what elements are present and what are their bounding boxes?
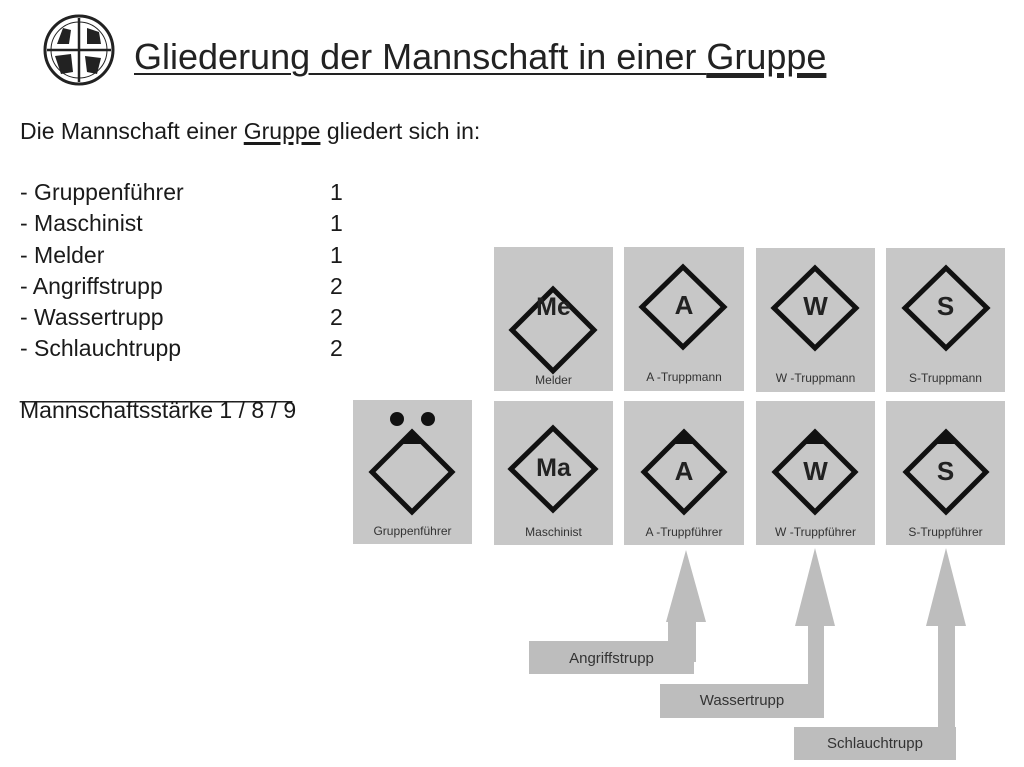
label-schlauchtrupp: Schlauchtrupp bbox=[794, 727, 956, 760]
card-label: S-Truppmann bbox=[909, 371, 982, 385]
label-wassertrupp: Wassertrupp bbox=[660, 684, 824, 718]
symbol-letter: S bbox=[936, 291, 955, 321]
symbol-letter: W bbox=[803, 291, 828, 321]
symbol-letter: Me bbox=[536, 293, 571, 321]
intro-text: Die Mannschaft einer Gruppe gliedert sich in: bbox=[20, 118, 481, 144]
symbol-letter: Ma bbox=[536, 454, 571, 482]
card-label: Maschinist bbox=[525, 525, 582, 539]
symbol-letter: A bbox=[674, 456, 694, 486]
list-item: - Wassertrupp 2 bbox=[20, 304, 343, 331]
label-angriffstrupp: Angriffstrupp bbox=[529, 641, 694, 674]
symbol-letter: A bbox=[674, 290, 694, 320]
card-label: S-Truppführer bbox=[908, 525, 983, 539]
separator-line: _______________________ bbox=[20, 377, 292, 403]
symbol-letter: W bbox=[803, 456, 828, 486]
card-label: A -Truppmann bbox=[646, 370, 722, 384]
card-label: W -Truppmann bbox=[775, 371, 856, 385]
list-item: - Melder 1 bbox=[20, 241, 343, 268]
list-item: - Schlauchtrupp 2 bbox=[20, 335, 343, 362]
card-label: Gruppenführer bbox=[373, 524, 452, 538]
arrow-schlauchtrupp bbox=[926, 548, 966, 748]
arrow-wassertrupp bbox=[795, 548, 835, 702]
list-item: - Maschinist 1 bbox=[20, 210, 343, 237]
list-item: - Angriffstrupp 2 bbox=[20, 272, 343, 299]
list-item: - Gruppenführer 1 bbox=[20, 179, 343, 205]
card-label: A -Truppführer bbox=[645, 525, 723, 539]
crew-strength: Mannschaftsstärke 1 / 8 / 9 bbox=[20, 397, 297, 423]
card-label: Melder bbox=[535, 373, 572, 387]
symbol-letter: S bbox=[936, 456, 955, 486]
page-title: Gliederung der Mannschaft in einer Gruppe bbox=[134, 36, 827, 77]
card-label: W -Truppführer bbox=[775, 525, 856, 539]
